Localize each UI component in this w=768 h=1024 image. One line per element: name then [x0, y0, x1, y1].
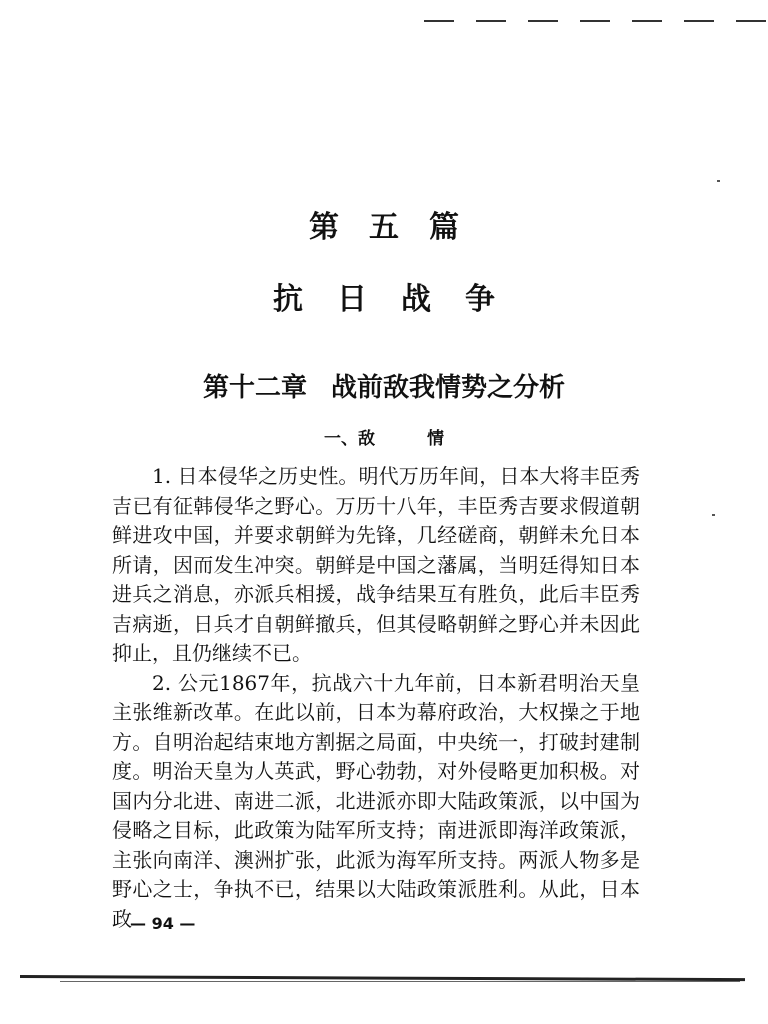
- section-number: 一、: [324, 429, 358, 449]
- dash: [424, 20, 454, 22]
- bottom-rule-thin: [60, 981, 740, 982]
- dash: [684, 20, 714, 22]
- paragraph-1: 1. 日本侵华之历史性。明代万历年间，日本大将丰臣秀吉已有征韩侵华之野心。万历十八年，丰臣秀吉要求假道朝鲜进攻中国，并要求朝鲜为先锋，几经磋商，朝鲜未允日本所请，因而发生冲突。朝鲜是中国之藩属，当明廷得知日本进兵之消息，亦派兵相援，战争结果互有胜负，此后丰臣秀吉病逝，日兵才自朝鲜撤兵，但其侵略朝鲜之野心并未因此抑止，且仍继续不已。: [112, 464, 640, 665]
- dash: [632, 20, 662, 22]
- paragraph-2: 2. 公元1867年，抗战六十九年前，日本新君明治天皇主张维新改革。在此以前，日本为幕府政治，大权操之于地方。自明治起结束地方割据之局面，中央统一，打破封建制度。明治天皇为人英武，野心勃勃，对外侵略更加积极。对国内分北进、南进二派，北进派亦即大陆政策派，以中国为侵略之目标，此政策为陆军所支持；南进派即海洋政策派，主张向南洋、澳洲扩张，此派为海军所支持。两派人物多是野心之士，争执不已，结果以大陆政策派胜利。从此，日本政: [112, 670, 640, 931]
- dash: [736, 20, 766, 22]
- chapter-number: 第十二章: [202, 373, 307, 403]
- dash: [476, 20, 506, 22]
- section-heading: [0, 426, 768, 452]
- section-word-1: 敌: [358, 429, 375, 449]
- scan-speck: [717, 180, 720, 182]
- chapter-heading: [0, 370, 768, 406]
- scan-speck: [712, 514, 715, 516]
- dash: [580, 20, 610, 22]
- page-number: — 94 —: [130, 914, 196, 933]
- body-text: [112, 462, 640, 934]
- part-title: 第五篇: [309, 210, 489, 245]
- dash: [528, 20, 558, 22]
- section-word-2: 情: [427, 429, 444, 449]
- chapter-title: 战前敌我情势之分析: [331, 373, 566, 403]
- header-dash-rule: [424, 20, 766, 22]
- volume-title: 抗日战争: [273, 282, 529, 317]
